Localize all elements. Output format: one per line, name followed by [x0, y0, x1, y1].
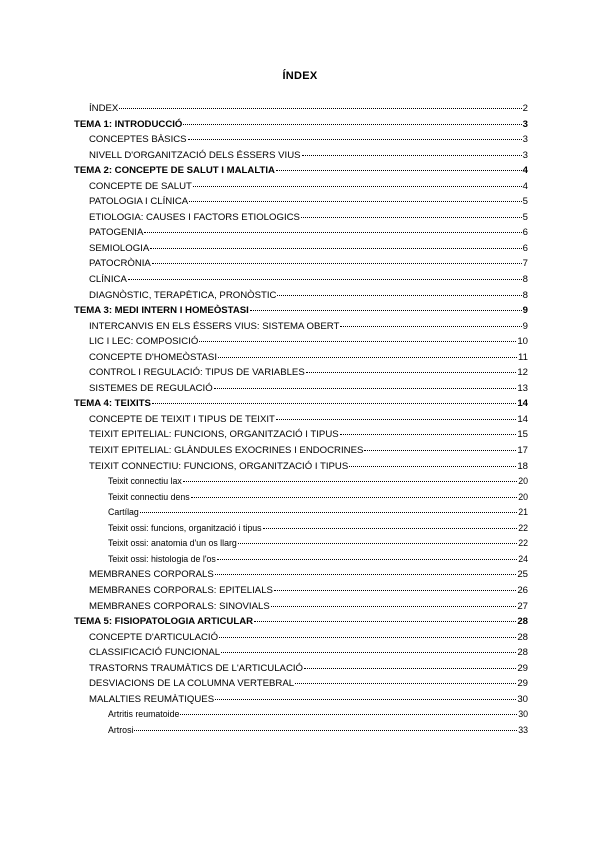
toc-page-number: 8 [522, 274, 528, 286]
toc-page-number: 15 [517, 429, 528, 441]
toc-page-number: 17 [517, 445, 528, 457]
toc-section-entry[interactable] [74, 427, 528, 443]
toc-subsection-entry[interactable] [74, 707, 528, 723]
toc-page-number: 27 [517, 600, 528, 612]
dot-leader [183, 123, 521, 125]
toc-entry-title: Teixit ossi: histologia de l'os [108, 553, 216, 564]
toc-page-number: 25 [517, 569, 528, 581]
toc-entry-title: TEIXIT EPITELIAL: GLÀNDULES EXOCRINES I ENDOCRINES [89, 445, 364, 457]
toc-entry-title: Teixit connectiu lax [108, 476, 182, 487]
toc-section-entry[interactable] [74, 241, 528, 257]
toc-section-entry[interactable] [74, 381, 528, 397]
dot-leader [276, 169, 522, 171]
toc-page-number: 7 [522, 258, 528, 270]
dot-leader [183, 480, 517, 482]
toc-page-number: 22 [518, 522, 528, 533]
toc-entry-title: MALALTIES REUMÀTIQUES [89, 693, 215, 705]
toc-page-number: 10 [517, 336, 528, 348]
toc-page-number: 4 [522, 165, 528, 177]
dot-leader [128, 278, 522, 280]
toc-entry-title: TEIXIT CONNECTIU: FUNCIONS, ORGANITZACIÓ I TIPUS [89, 460, 349, 472]
toc-chapter-entry[interactable] [74, 303, 528, 319]
toc-entry-title: ÍNDEX [89, 103, 119, 114]
toc-page-number: 20 [518, 491, 528, 502]
toc-page-number: 22 [518, 538, 528, 549]
toc-subsection-entry[interactable] [74, 505, 528, 521]
toc-chapter-entry[interactable] [74, 614, 528, 630]
toc-page-number: 28 [517, 616, 528, 628]
toc-entry-title: ETIOLOGIA: CAUSES I FACTORS ETIOLOGICS [89, 211, 300, 223]
toc-entry-title: CONTROL I REGULACIÓ: TIPUS DE VARIABLES [89, 367, 305, 379]
toc-page-number: 30 [518, 709, 528, 720]
dot-leader [119, 107, 521, 109]
toc-section-entry[interactable] [74, 101, 528, 117]
toc-section-entry[interactable] [74, 583, 528, 599]
toc-entry-title: TEMA 5: FISIOPATOLOGIA ARTICULAR [74, 616, 254, 628]
toc-section-entry[interactable] [74, 645, 528, 661]
toc-section-entry[interactable] [74, 288, 528, 304]
toc-section-entry[interactable] [74, 210, 528, 226]
toc-section-entry[interactable] [74, 599, 528, 615]
dot-leader [277, 294, 521, 296]
toc-page-number: 28 [517, 647, 528, 659]
toc-entry-title: CONCEPTE D'HOMEÒSTASI [89, 351, 217, 363]
toc-section-entry[interactable] [74, 567, 528, 583]
toc-section-entry[interactable] [74, 692, 528, 708]
toc-entry-title: NIVELL D'ORGANITZACIÓ DELS ÉSSERS VIUS [89, 149, 301, 161]
toc-chapter-entry[interactable] [74, 396, 528, 412]
toc-entry-title: CONCEPTE D'ARTICULACIÓ [89, 631, 219, 643]
toc-section-entry[interactable] [74, 365, 528, 381]
dot-leader [302, 154, 522, 156]
dot-leader [152, 262, 522, 264]
toc-section-entry[interactable] [74, 350, 528, 366]
dot-leader [134, 729, 517, 731]
dot-leader [263, 527, 518, 529]
toc-page-number: 29 [517, 662, 528, 674]
toc-subsection-entry[interactable] [74, 552, 528, 568]
toc-entry-title: Artrosi [108, 724, 134, 735]
dot-leader [214, 387, 517, 389]
toc-page-number: 29 [517, 678, 528, 690]
toc-page-number: 9 [522, 320, 528, 332]
dot-leader [218, 356, 517, 358]
dot-leader [364, 449, 516, 451]
dot-leader [276, 418, 516, 420]
toc-page-number: 20 [518, 476, 528, 487]
dot-leader [250, 309, 522, 311]
toc-entry-title: PATOLOGIA I CLÍNICA [89, 196, 189, 208]
toc-page-number: 21 [518, 507, 528, 518]
toc-entry-title: CONCEPTE DE TEIXIT I TIPUS DE TEIXIT [89, 413, 275, 425]
dot-leader [349, 465, 516, 467]
dot-leader [180, 713, 517, 715]
toc-page-number: 3 [522, 134, 528, 146]
toc-section-entry[interactable] [74, 319, 528, 335]
toc-page-number: 6 [522, 242, 528, 254]
toc-entry-title: Teixit ossi: funcions, organització i tipus [108, 522, 262, 533]
toc-section-entry[interactable] [74, 676, 528, 692]
toc-page-number: 13 [517, 382, 528, 394]
toc-section-entry[interactable] [74, 225, 528, 241]
toc-section-entry[interactable] [74, 443, 528, 459]
dot-leader [217, 558, 517, 560]
toc-section-entry[interactable] [74, 132, 528, 148]
toc-page-number: 14 [517, 398, 528, 410]
toc-entry-title: SEMIOLOGIA [89, 242, 150, 254]
toc-section-entry[interactable] [74, 459, 528, 475]
dot-leader [304, 667, 516, 669]
toc-page-number: 5 [522, 211, 528, 223]
toc-section-entry[interactable] [74, 272, 528, 288]
dot-leader [295, 682, 516, 684]
dot-leader [340, 433, 517, 435]
toc-page-number: 3 [522, 149, 528, 161]
page-title: ÍNDEX [282, 70, 318, 82]
toc-entry-title: TRASTORNS TRAUMÀTICS DE L'ARTICULACIÓ [89, 662, 303, 674]
toc-page-number: 6 [522, 227, 528, 239]
dot-leader [219, 636, 516, 638]
toc-entry-title: SISTEMES DE REGULACIÓ [89, 382, 213, 394]
toc-page-number: 12 [517, 367, 528, 379]
table-of-contents [74, 101, 528, 738]
toc-subsection-entry[interactable] [74, 521, 528, 537]
dot-leader [189, 200, 521, 202]
toc-section-entry[interactable] [74, 412, 528, 428]
toc-entry-title: MEMBRANES CORPORALS: EPITELIALS [89, 584, 273, 596]
toc-subsection-entry[interactable] [74, 490, 528, 506]
toc-entry-title: CONCEPTE DE SALUT [89, 180, 192, 192]
toc-page-number: 30 [517, 693, 528, 705]
toc-page-number: 9 [522, 305, 528, 317]
toc-entry-title: MEMBRANES CORPORALS [89, 569, 214, 581]
toc-page-number: 33 [518, 724, 528, 735]
toc-entry-title: TEMA 3: MEDI INTERN I HOMEÒSTASI [74, 305, 249, 317]
toc-entry-title: Teixit connectiu dens [108, 491, 190, 502]
toc-entry-title: CLASSIFICACIÓ FUNCIONAL [89, 647, 221, 659]
toc-section-entry[interactable] [74, 179, 528, 195]
toc-entry-title: PATOGENIA [89, 227, 144, 239]
dot-leader [238, 542, 517, 544]
toc-page-number: 3 [522, 118, 528, 130]
toc-subsection-entry[interactable] [74, 474, 528, 490]
toc-page-number: 18 [517, 460, 528, 472]
toc-entry-title: DIAGNÒSTIC, TERAPÈTICA, PRONÒSTIC [89, 289, 277, 301]
dot-leader [152, 402, 516, 404]
toc-entry-title: CONCEPTES BÀSICS [89, 134, 187, 146]
toc-entry-title: TEMA 1: INTRODUCCIÓ [74, 118, 183, 130]
toc-entry-title: DESVIACIONS DE LA COLUMNA VERTEBRAL [89, 678, 295, 690]
toc-entry-title: TEIXIT EPITELIAL: FUNCIONS, ORGANITZACIÓ I TIPUS [89, 429, 339, 441]
dot-leader [254, 620, 516, 622]
toc-page-number: 24 [518, 553, 528, 564]
toc-section-entry[interactable] [74, 194, 528, 210]
toc-entry-title: PATOCRÒNIA [89, 258, 151, 270]
toc-entry-title: INTERCANVIS EN ELS ÉSSERS VIUS: SISTEMA OBERT [89, 320, 340, 332]
toc-subsection-entry[interactable] [74, 536, 528, 552]
toc-page-number: 26 [517, 584, 528, 596]
toc-page-number: 5 [522, 196, 528, 208]
toc-page-number: 8 [522, 289, 528, 301]
toc-section-entry[interactable] [74, 148, 528, 164]
toc-page-number: 2 [522, 103, 528, 114]
dot-leader [215, 573, 517, 575]
dot-leader [221, 651, 516, 653]
dot-leader [274, 589, 516, 591]
dot-leader [144, 231, 521, 233]
toc-entry-title: Teixit ossi: anatomia d'un os llarg [108, 538, 237, 549]
toc-page-number: 4 [522, 180, 528, 192]
toc-subsection-entry[interactable] [74, 723, 528, 739]
toc-page-number: 28 [517, 631, 528, 643]
toc-entry-title: Cartílag [108, 507, 139, 518]
dot-leader [188, 138, 522, 140]
toc-chapter-entry[interactable] [74, 117, 528, 133]
toc-section-entry[interactable] [74, 661, 528, 677]
toc-section-entry[interactable] [74, 256, 528, 272]
toc-section-entry[interactable] [74, 630, 528, 646]
dot-leader [306, 371, 517, 373]
toc-entry-title: TEMA 2: CONCEPTE DE SALUT I MALALTIA [74, 165, 275, 177]
toc-entry-title: Artritis reumatoide [108, 709, 180, 720]
dot-leader [271, 605, 517, 607]
dot-leader [301, 216, 522, 218]
toc-page-number: 14 [517, 413, 528, 425]
toc-chapter-entry[interactable] [74, 163, 528, 179]
dot-leader [150, 247, 521, 249]
dot-leader [191, 496, 518, 498]
dot-leader [215, 698, 516, 700]
dot-leader [199, 340, 516, 342]
toc-entry-title: TEMA 4: TEIXITS [74, 398, 151, 410]
dot-leader [340, 325, 521, 327]
toc-entry-title: LIC I LEC: COMPOSICIÓ [89, 336, 199, 348]
toc-entry-title: CLÍNICA [89, 274, 127, 286]
toc-page-number: 11 [518, 351, 528, 363]
dot-leader [140, 511, 517, 513]
toc-entry-title: MEMBRANES CORPORALS: SINOVIALS [89, 600, 270, 612]
dot-leader [193, 185, 522, 187]
toc-section-entry[interactable] [74, 334, 528, 350]
